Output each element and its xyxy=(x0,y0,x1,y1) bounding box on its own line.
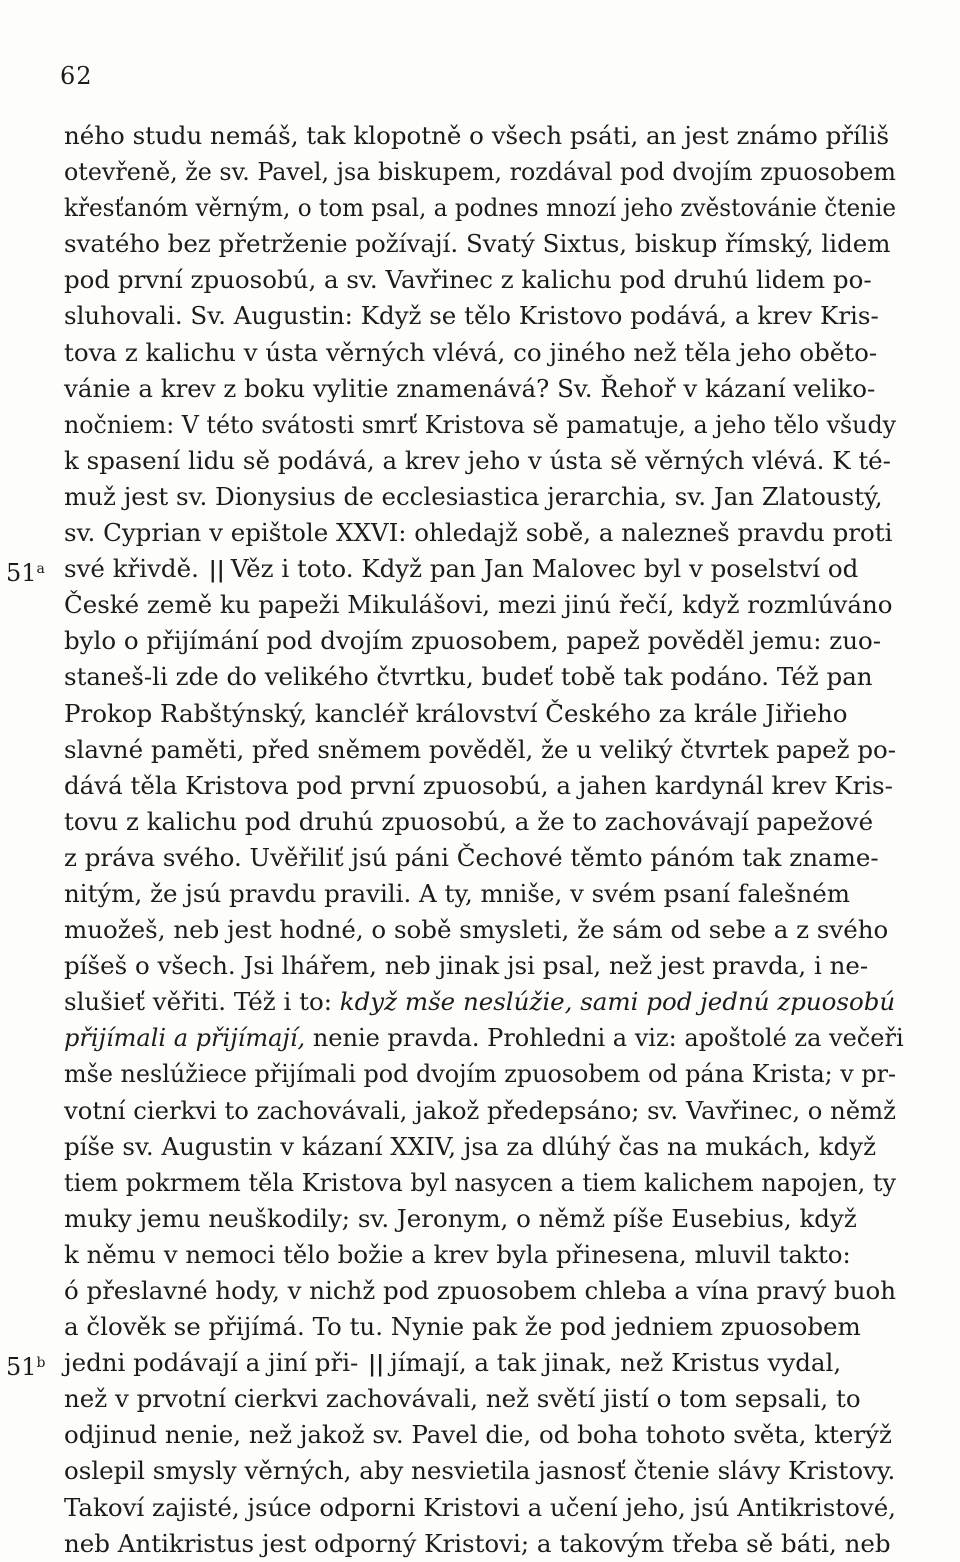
line-text: neb Antikristus jest odporný Kristovi; a takovým třeba sě báti, neb xyxy=(64,1528,891,1558)
text-line-35 xyxy=(6,1345,896,1382)
line-text: České země ku papeži Mikulášovi, mezi jinú řečí, když rozmlúváno xyxy=(64,590,893,620)
text-line-6 xyxy=(64,298,896,334)
text-line-31 xyxy=(64,1201,896,1237)
line-text: odjinud nenie, než jakož sv. Pavel die, od boha tohoto světa, kterýž xyxy=(64,1420,892,1450)
text-line-19 xyxy=(64,768,896,804)
text-line-1 xyxy=(64,118,896,154)
text-line-4 xyxy=(64,226,896,262)
text-line-30 xyxy=(64,1165,897,1201)
line-text: bylo o přijímání pod dvojím zpuosobem, papež pověděl jemu: zuo- xyxy=(64,626,882,656)
text-line-20 xyxy=(64,804,896,840)
line-text: pod první zpuosobú, a sv. Vavřinec z kalichu pod druhú lidem po- xyxy=(64,265,872,295)
line-text: k němu v nemoci tělo božie a krev byla přinesena, mluvil takto: xyxy=(64,1239,851,1269)
line-text: z práva svého. Uvěřiliť jsú páni Čechové těmto pánóm tak zname- xyxy=(64,842,879,872)
line-text: sluhovali. Sv. Augustin: Když se tělo Kristovo podává, a krev Kris- xyxy=(64,301,879,331)
line-text: křesťanóm věrným, o tom psal, a podnes mnozí jeho zvěstovánie čtenie xyxy=(64,193,897,223)
line-text: píšeš o všech. Jsi lhářem, neb jinak jsi psal, než jest pravda, i ne- xyxy=(64,951,869,981)
line-text: svatého bez přetrženie požívají. Svatý Sixtus, biskup římský, lidem xyxy=(64,229,891,259)
line-text: tovu z kalichu pod druhú zpuosobú, a že to zachovávají papežové xyxy=(64,806,874,836)
line-text-italic: když mše neslúžie, sami pod jednú zpuosobú xyxy=(339,987,896,1017)
line-text-b: Věz i toto. Když pan Jan Malovec byl v poselství od xyxy=(230,554,859,584)
folio-number: 51 xyxy=(6,1353,37,1382)
line-text: nitým, že jsú pravdu pravili. A ty, mniše, v svém psaní falešném xyxy=(64,878,850,908)
line-text: tova z kalichu v ústa věrných vlévá, co jiného než těla jeho oběto- xyxy=(64,337,878,367)
text-line-15 xyxy=(64,623,896,659)
line-text-a: nenie pravda. Prohledni a viz: apoštolé za večeři xyxy=(312,1023,904,1053)
line-text: oslepil smysly věrných, aby nesvietila jasnosť čtenie slávy Kristovy. xyxy=(64,1456,896,1486)
text-line-26 xyxy=(64,1020,904,1056)
text-line-13 xyxy=(6,551,896,588)
line-text: než v prvotní cierkvi zachovávali, než světí jistí o tom sepsali, to xyxy=(64,1384,861,1414)
text-line-10 xyxy=(64,443,896,479)
text-line-18 xyxy=(64,732,895,768)
page-number: 62 xyxy=(60,62,93,90)
line-text: mše neslúžiece přijímali pod dvojím zpuosobem od pána Krista; v pr- xyxy=(64,1059,897,1089)
text-line-37 xyxy=(64,1417,896,1453)
text-line-23 xyxy=(64,912,896,948)
line-text-b: jímají, a tak jinak, než Kristus vydal, xyxy=(390,1348,842,1378)
text-line-16 xyxy=(64,659,896,695)
line-text: nočniem: V této svátosti smrť Kristova sě pamatuje, a jeho tělo všudy xyxy=(64,409,897,439)
line-text: ó přeslavné hody, v nichž pod zpuosobem chleba a vína pravý buoh xyxy=(64,1276,897,1305)
line-text: muž jest sv. Dionysius de ecclesiastica jerarchia, sv. Jan Zlatoustý, xyxy=(64,481,883,511)
text-line-28 xyxy=(64,1093,896,1129)
line-text: a člověk se přijímá. To tu. Nynie pak že pod jedniem zpuosobem xyxy=(64,1312,861,1342)
line-text: muožeš, neb jest hodné, o sobě smysleti, že sám od sebe a z svého xyxy=(64,915,889,945)
line-text-italic: přijímali a přijímají, xyxy=(64,1023,306,1053)
text-line-14 xyxy=(64,587,896,623)
line-text: staneš-li zde do velikého čtvrtku, budeť tobě tak podáno. Též pan xyxy=(64,662,873,692)
text-line-32 xyxy=(64,1237,896,1273)
text-line-25 xyxy=(64,984,896,1020)
line-text: k spasení lidu sě podává, a krev jeho v ústa sě věrných vlévá. K té- xyxy=(64,445,891,475)
line-text: otevřeně, že sv. Pavel, jsa biskupem, rozdával pod dvojím zpuosobem xyxy=(64,157,896,187)
text-line-21 xyxy=(64,840,896,876)
text-line-38 xyxy=(64,1453,896,1489)
margin-folio-note xyxy=(6,551,45,591)
text-line-40 xyxy=(64,1526,896,1562)
text-line-9 xyxy=(64,407,897,443)
line-text-a: své křivdě. xyxy=(64,554,199,584)
line-text: muky jemu neuškodily; sv. Jeronym, o němž píše Eusebius, když xyxy=(64,1203,857,1233)
body-text xyxy=(6,118,904,1562)
text-line-36 xyxy=(64,1381,896,1417)
page-break-mark: || xyxy=(208,557,225,584)
text-line-7 xyxy=(64,335,896,371)
text-line-11 xyxy=(64,479,896,515)
page-break-mark: || xyxy=(368,1351,385,1378)
text-line-24 xyxy=(64,948,896,984)
text-line-12 xyxy=(64,515,896,551)
text-line-33 xyxy=(64,1273,896,1309)
folio-number: 51 xyxy=(6,559,37,588)
line-text-a: jedni podávají a jiní při- xyxy=(64,1348,359,1378)
folio-side: b xyxy=(36,1355,46,1372)
line-text-a: slušieť věřiti. Též i to: xyxy=(64,987,332,1017)
text-line-17 xyxy=(64,696,896,732)
text-line-39 xyxy=(64,1490,895,1526)
text-line-2 xyxy=(64,154,896,190)
line-text: slavné paměti, před sněmem pověděl, že u veliký čtvrtek papež po- xyxy=(64,734,897,764)
text-line-5 xyxy=(64,262,896,298)
line-text: Takoví zajisté, jsúce odporni Kristovi a učení jeho, jsú Antikristové, xyxy=(64,1492,896,1522)
margin-folio-note xyxy=(6,1345,46,1385)
text-line-22 xyxy=(64,876,896,912)
text-line-29 xyxy=(64,1129,896,1165)
line-text: dává těla Kristova pod první zpuosobú, a jahen kardynál krev Kris- xyxy=(64,770,893,800)
line-text: píše sv. Augustin v kázaní XXIV, jsa za dlúhý čas na mukách, když xyxy=(64,1131,877,1161)
line-text: sv. Cyprian v epištole XXVI: ohledajž sobě, a nalezneš pravdu proti xyxy=(64,518,893,548)
line-text: vánie a krev z boku vylitie znamenává? Sv. Řehoř v kázaní veliko- xyxy=(64,373,876,403)
line-text: Prokop Rabštýnský, kancléř království Českého za krále Jiřieho xyxy=(64,698,848,728)
line-text: votní cierkvi to zachovávali, jakož předepsáno; sv. Vavřinec, o němž xyxy=(64,1095,896,1125)
text-line-27 xyxy=(64,1056,897,1092)
text-line-3 xyxy=(64,190,897,226)
folio-side: a xyxy=(36,561,45,578)
text-line-34 xyxy=(64,1309,896,1345)
text-line-8 xyxy=(64,371,896,407)
line-text: ného studu nemáš, tak klopotně o všech psáti, an jest známo příliš xyxy=(64,121,890,150)
line-text: tiem pokrmem těla Kristova byl nasycen a tiem kalichem napojen, ty xyxy=(64,1167,897,1197)
